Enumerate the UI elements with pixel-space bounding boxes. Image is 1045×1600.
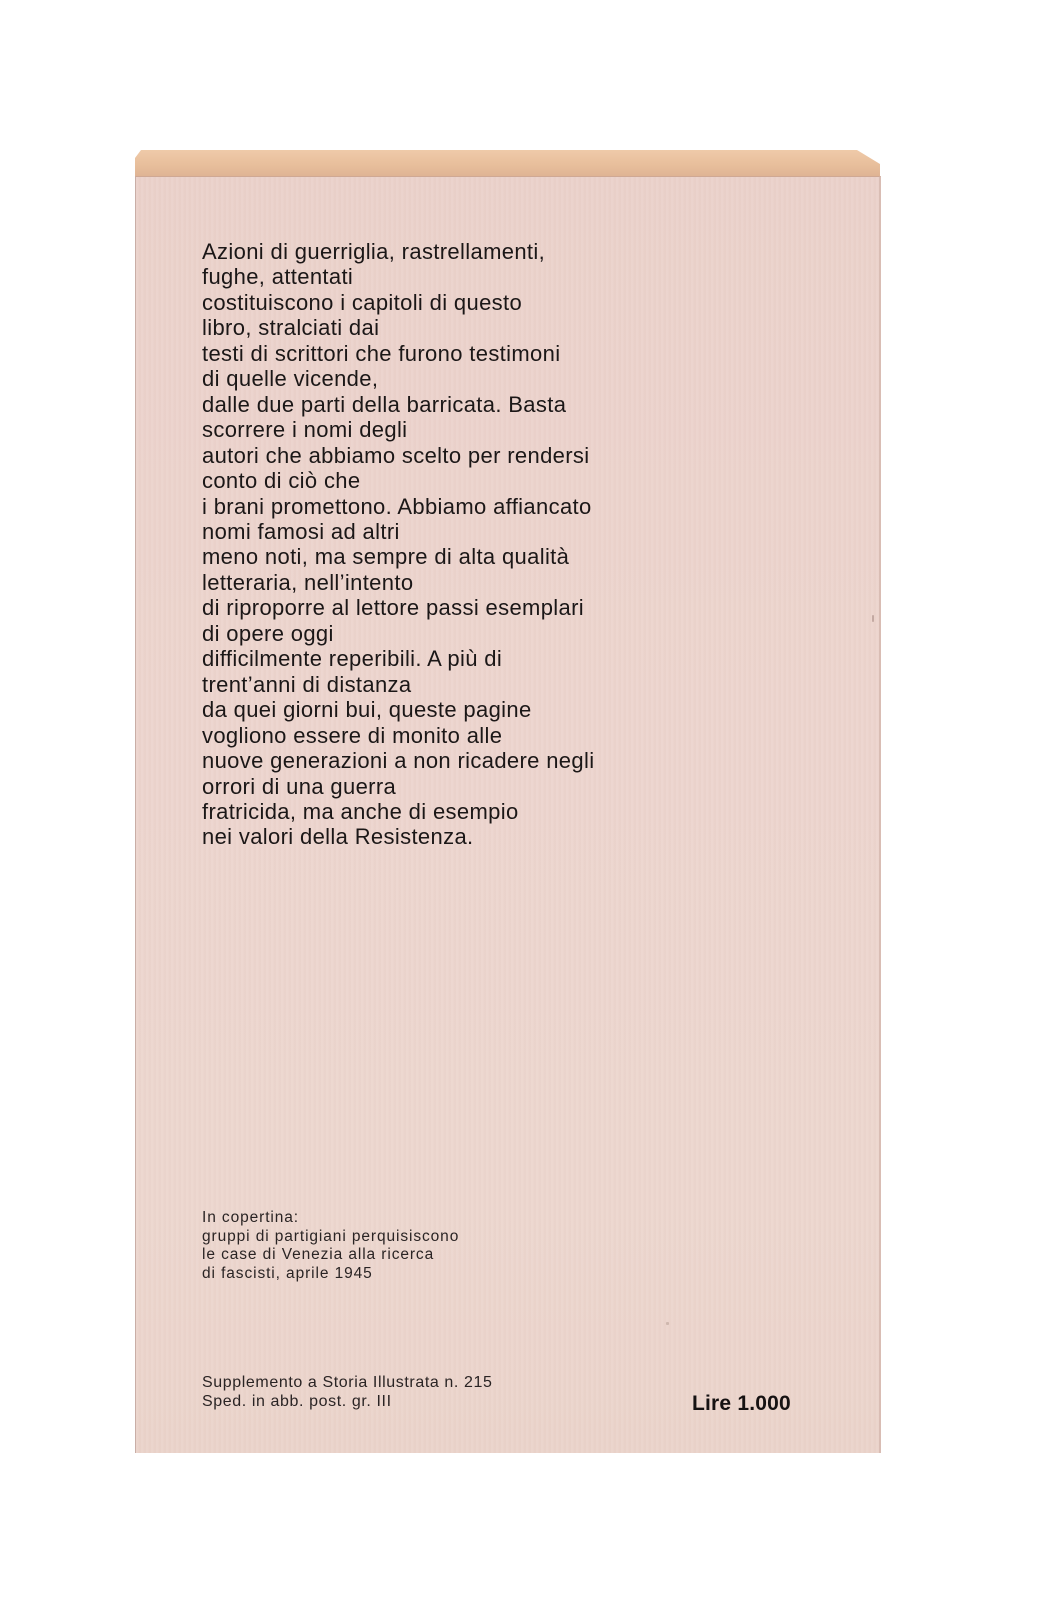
publication-info <box>202 1373 493 1411</box>
caption-heading: In copertina: <box>202 1209 300 1226</box>
blurb-line: di quelle vicende, <box>202 366 379 392</box>
book <box>135 150 880 1452</box>
caption-line: gruppi di partigiani perquisiscono <box>202 1227 460 1245</box>
paper-blemish <box>872 615 874 622</box>
blurb-line: Azioni di guerriglia, rastrellamenti, <box>202 239 546 264</box>
blurb-line: nuove generazioni a non ricadere negli <box>202 748 595 774</box>
book-top-edge <box>135 150 880 176</box>
blurb-line: costituiscono i capitoli di questo <box>202 289 523 315</box>
supplement-line: Supplemento a Storia Illustrata n. 215 <box>202 1374 493 1391</box>
blurb-line: meno noti, ma sempre di alta qualità <box>202 544 570 570</box>
blurb-line: da quei giorni bui, queste pagine <box>202 697 532 723</box>
blurb-line: libro, stralciati dai <box>202 315 380 341</box>
postal-line: Sped. in abb. post. gr. III <box>202 1393 392 1410</box>
blurb-line: difficilmente reperibili. A più di <box>202 646 503 672</box>
blurb-line: nomi famosi ad altri <box>202 518 400 544</box>
caption-line: le case di Venezia alla ricerca <box>202 1246 435 1264</box>
blurb-line: vogliono essere di monito alle <box>202 722 503 748</box>
blurb-line: letteraria, nell’intento <box>202 569 414 595</box>
blurb-line: fughe, attentati <box>202 264 354 290</box>
blurb-line: conto di ciò che <box>202 468 361 494</box>
blurb-line: autori che abbiamo scelto per rendersi <box>202 442 590 468</box>
blurb-text <box>202 239 762 850</box>
blurb-line: di riproporre al lettore passi esemplari <box>202 595 585 621</box>
cover-caption <box>202 1209 459 1283</box>
blurb-line: i brani promettono. Abbiamo affiancato <box>202 493 592 519</box>
caption-line: di fascisti, aprile 1945 <box>202 1264 373 1282</box>
blurb-line: orrori di una guerra <box>202 773 397 799</box>
blurb-line: scorrere i nomi degli <box>202 417 408 443</box>
back-cover <box>135 176 881 1453</box>
blurb-line: di opere oggi <box>202 620 334 646</box>
paper-blemish <box>666 1322 669 1325</box>
blurb-line: nei valori della Resistenza. <box>202 824 474 850</box>
blurb-line: dalle due parti della barricata. Basta <box>202 391 567 417</box>
blurb-line: fratricida, ma anche di esempio <box>202 798 519 824</box>
blurb-line: testi di scrittori che furono testimoni <box>202 340 561 366</box>
blurb-line: trent’anni di distanza <box>202 671 412 697</box>
price-label: Lire 1.000 <box>692 1392 791 1415</box>
